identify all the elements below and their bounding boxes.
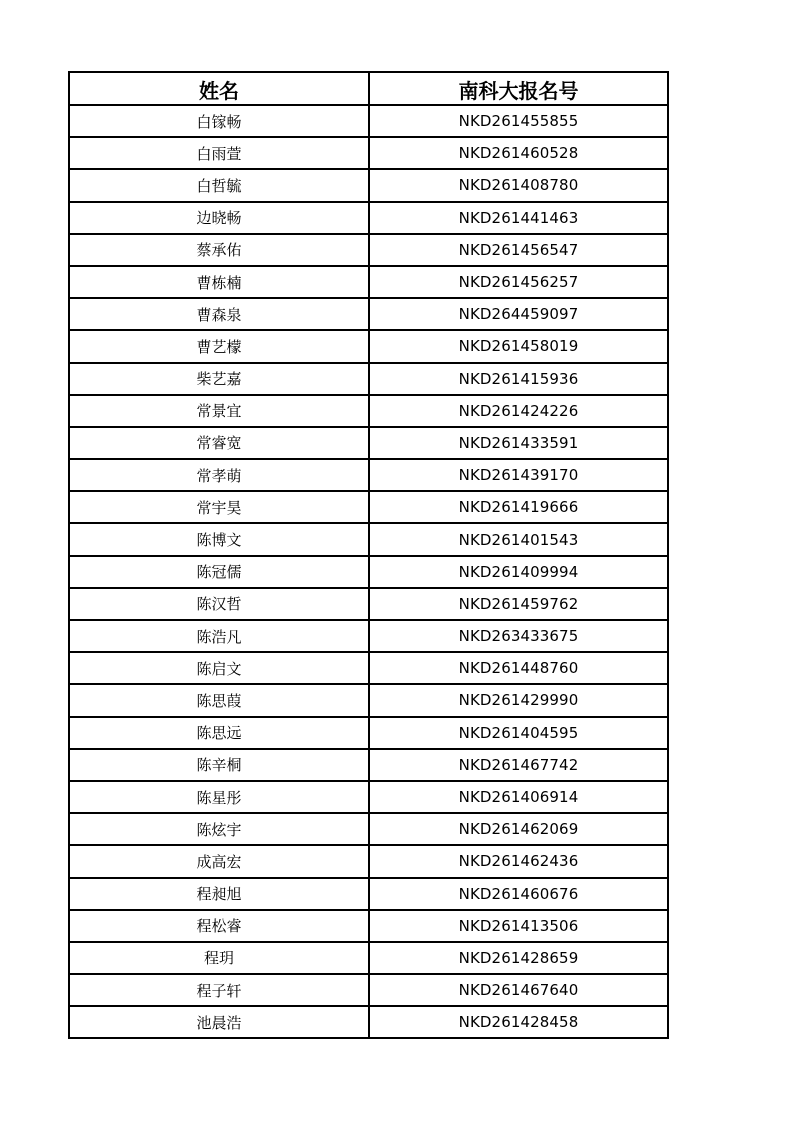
registration-id-cell: NKD261460676 [369,878,668,910]
table-row [69,105,668,137]
student-name-cell: 程昶旭 [69,878,369,910]
name-column-header: 姓名 [69,72,369,105]
table-row [69,202,668,234]
student-name-cell: 池晨浩 [69,1006,369,1038]
registration-id-cell: NKD261428458 [369,1006,668,1038]
table-row [69,813,668,845]
table-row [69,491,668,523]
registration-id-cell: NKD261467742 [369,749,668,781]
table-row [69,363,668,395]
student-name-cell: 曹森泉 [69,298,369,330]
student-name-cell: 陈星彤 [69,781,369,813]
student-name-cell: 曹栋楠 [69,266,369,298]
table-row [69,845,668,877]
registration-id-cell: NKD261429990 [369,684,668,716]
registration-id-cell: NKD261459762 [369,588,668,620]
registration-id-cell: NKD261408780 [369,169,668,201]
student-name-cell: 常景宜 [69,395,369,427]
student-name-cell: 边晓畅 [69,202,369,234]
student-name-cell: 陈博文 [69,523,369,555]
student-name-cell: 程子轩 [69,974,369,1006]
student-name-cell: 常宇昊 [69,491,369,523]
table-row [69,942,668,974]
student-name-cell: 陈炫宇 [69,813,369,845]
table-row [69,459,668,491]
registration-id-cell: NKD261433591 [369,427,668,459]
student-name-cell: 陈浩凡 [69,620,369,652]
registration-id-cell: NKD261413506 [369,910,668,942]
table-row [69,781,668,813]
student-name-cell: 陈辛桐 [69,749,369,781]
student-name-cell: 常孝萌 [69,459,369,491]
table-row [69,684,668,716]
registration-id-cell: NKD261404595 [369,717,668,749]
registration-id-cell: NKD261415936 [369,363,668,395]
registration-id-cell: NKD261448760 [369,652,668,684]
table-row [69,1006,668,1038]
table-row [69,137,668,169]
student-name-cell: 陈思远 [69,717,369,749]
registration-id-cell: NKD261460528 [369,137,668,169]
registration-id-cell: NKD261439170 [369,459,668,491]
student-name-cell: 成高宏 [69,845,369,877]
registration-id-cell: NKD261428659 [369,942,668,974]
registration-id-cell: NKD261455855 [369,105,668,137]
student-name-cell: 白雨萱 [69,137,369,169]
student-name-cell: 柴艺嘉 [69,363,369,395]
registration-id-cell: NKD261406914 [369,781,668,813]
registration-id-cell: NKD263433675 [369,620,668,652]
registration-id-cell: NKD261419666 [369,491,668,523]
student-name-cell: 陈冠儒 [69,556,369,588]
table-row [69,878,668,910]
registration-id-cell: NKD261441463 [369,202,668,234]
student-name-cell: 常睿宽 [69,427,369,459]
table-row [69,330,668,362]
registration-id-cell: NKD261409994 [369,556,668,588]
student-name-cell: 白哲毓 [69,169,369,201]
id-column-header: 南科大报名号 [369,72,668,105]
registration-id-cell: NKD264459097 [369,298,668,330]
registration-id-cell: NKD261424226 [369,395,668,427]
student-name-cell: 陈启文 [69,652,369,684]
table-row [69,974,668,1006]
student-name-cell: 蔡承佑 [69,234,369,266]
table-row [69,910,668,942]
student-name-cell: 程玥 [69,942,369,974]
table-row [69,169,668,201]
table-row [69,523,668,555]
student-name-cell: 陈思葭 [69,684,369,716]
student-name-cell: 曹艺檬 [69,330,369,362]
table-row [69,588,668,620]
student-name-cell: 白镓畅 [69,105,369,137]
registration-id-cell: NKD261456257 [369,266,668,298]
student-name-cell: 陈汉哲 [69,588,369,620]
table-row [69,298,668,330]
registration-id-cell: NKD261456547 [369,234,668,266]
table-row [69,395,668,427]
table-row [69,427,668,459]
table-row [69,652,668,684]
table-body [69,105,668,1038]
registration-table [68,71,669,1039]
table-row [69,620,668,652]
header-row [69,72,668,105]
table-row [69,749,668,781]
registration-id-cell: NKD261467640 [369,974,668,1006]
table-row [69,717,668,749]
registration-id-cell: NKD261458019 [369,330,668,362]
registration-id-cell: NKD261462436 [369,845,668,877]
table-row [69,266,668,298]
registration-id-cell: NKD261401543 [369,523,668,555]
registration-id-cell: NKD261462069 [369,813,668,845]
table-row [69,556,668,588]
table-row [69,234,668,266]
student-name-cell: 程松睿 [69,910,369,942]
